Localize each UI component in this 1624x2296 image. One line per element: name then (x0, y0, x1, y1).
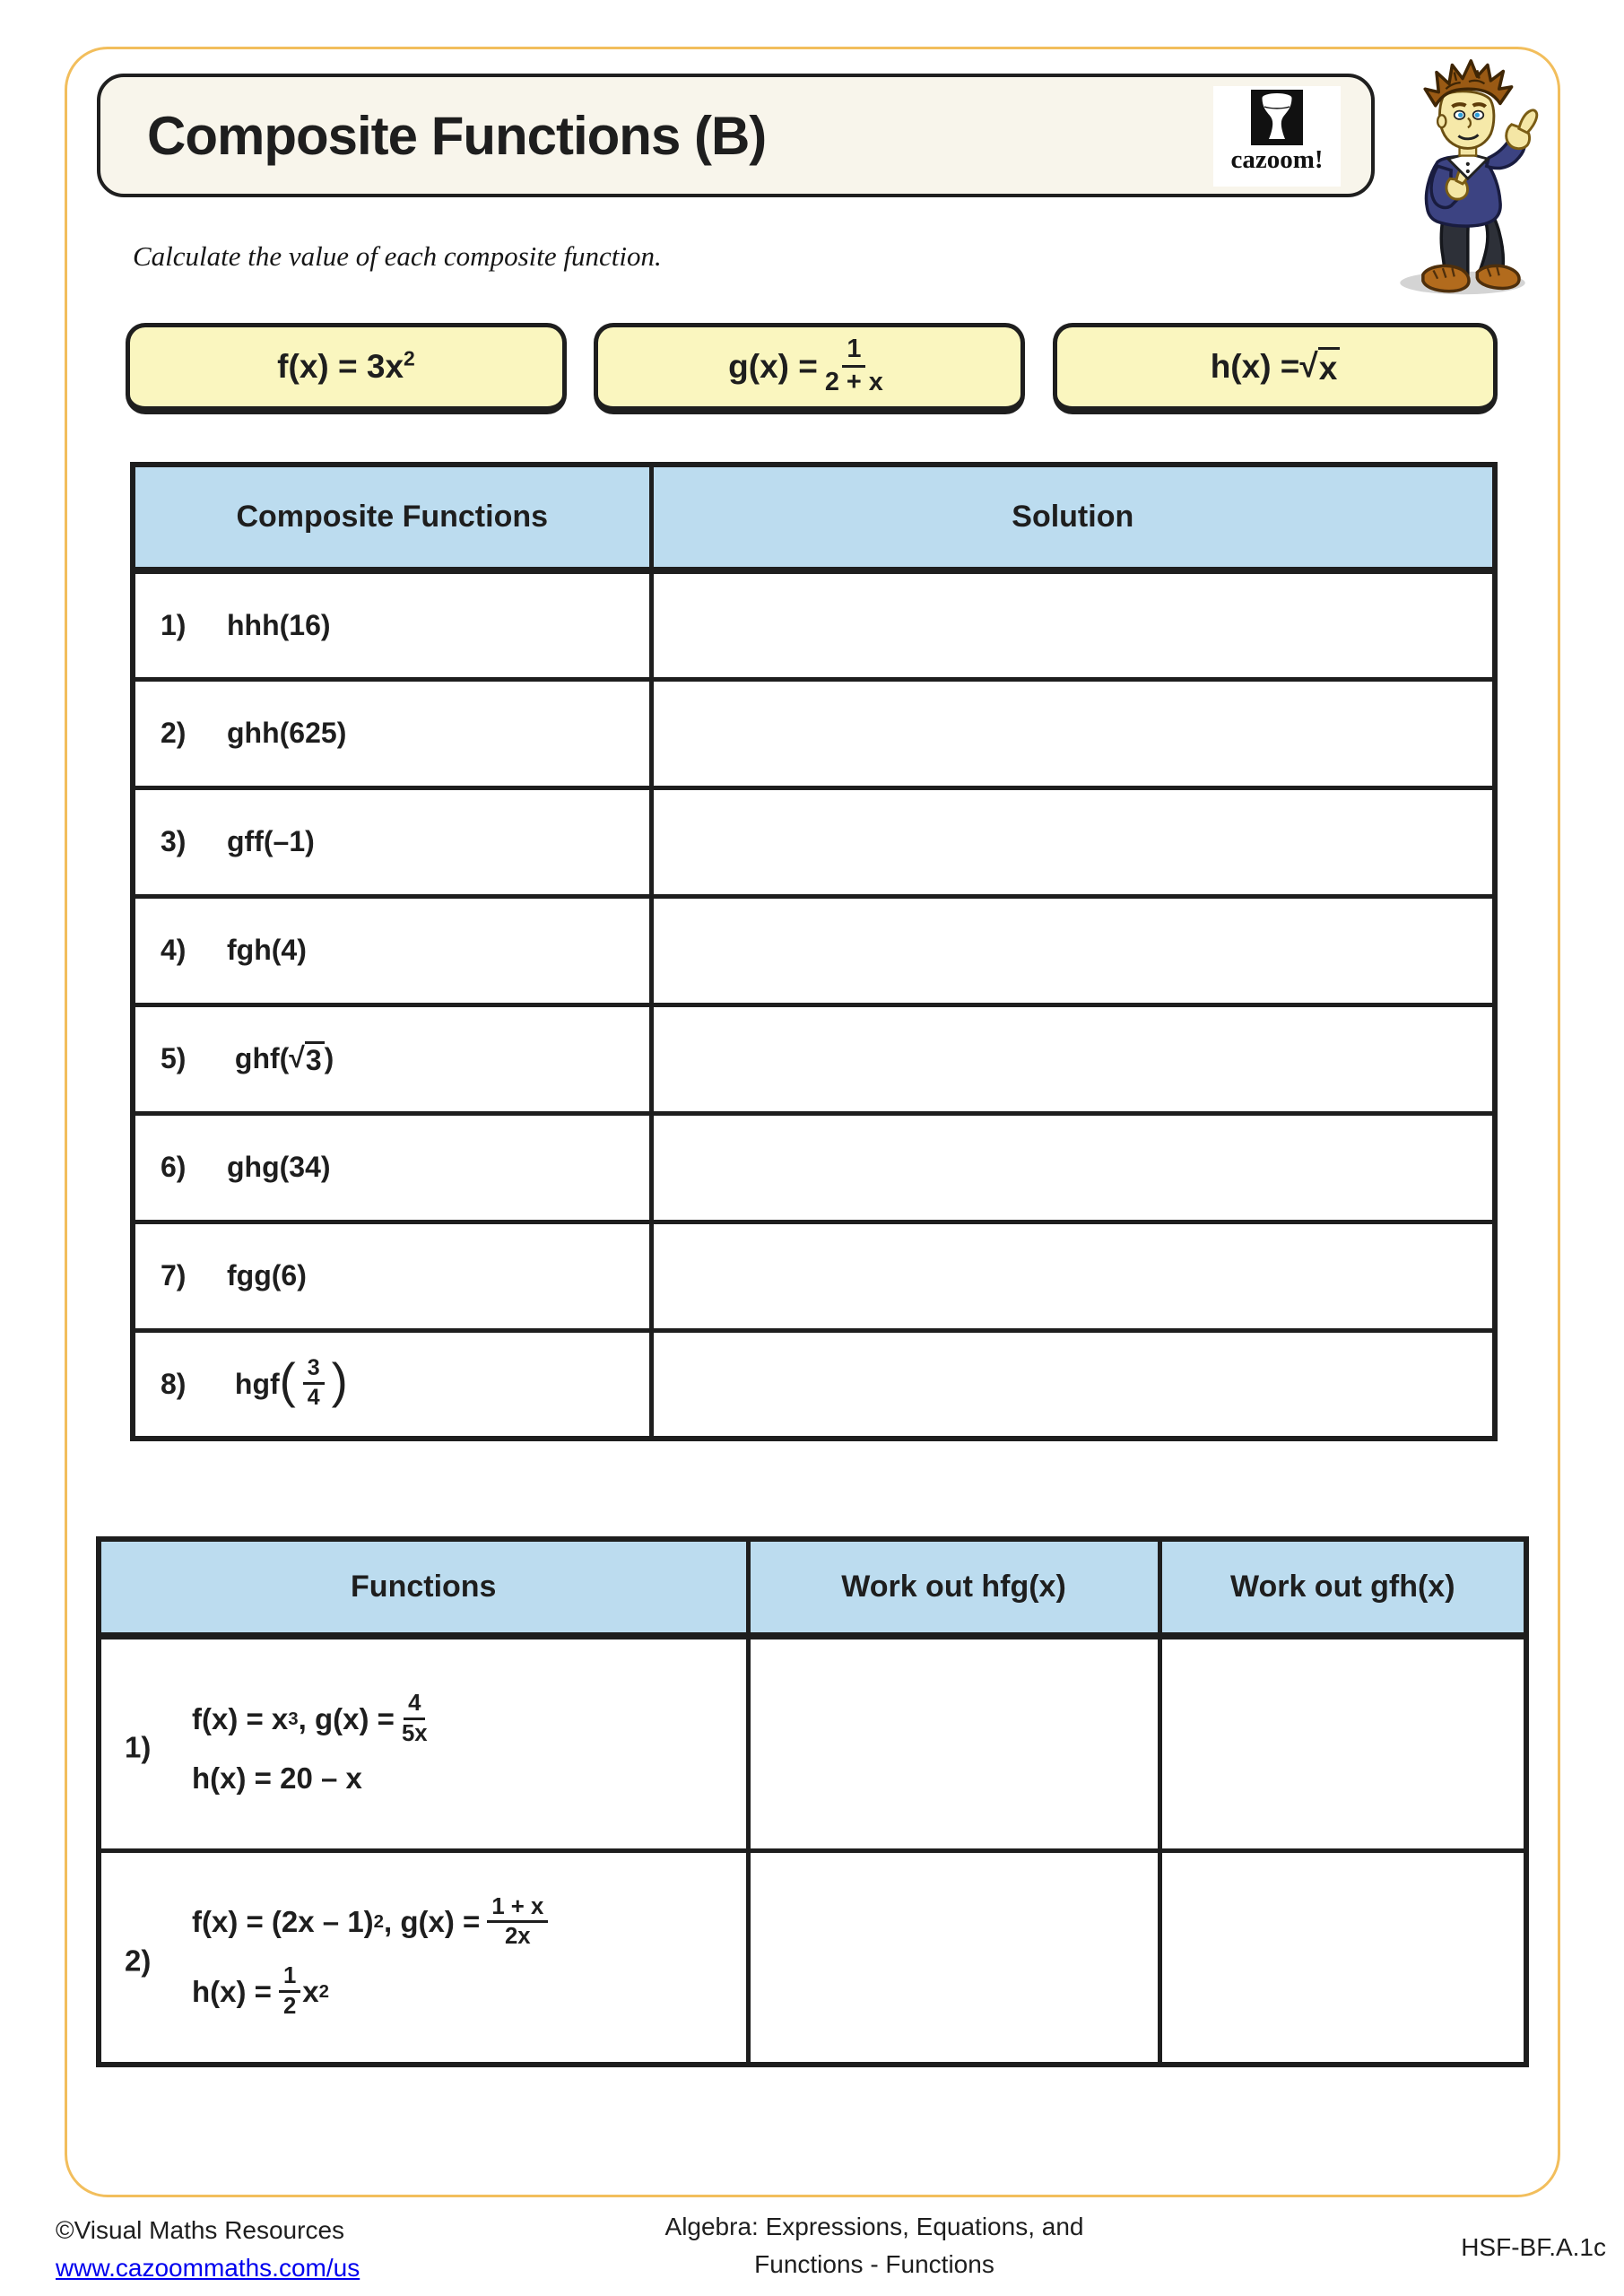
gfh-answer-cell (1159, 1636, 1526, 1850)
functions-definition: f(x) = x 3 , g(x) = $\frac{4}{5x}$ h(x) = 20 – x (192, 1691, 428, 1796)
function-box-g (594, 323, 1025, 414)
open-paren: ( (279, 1353, 296, 1409)
table-row (99, 1850, 1526, 2065)
cazoom-logo-text: cazoom! (1230, 145, 1324, 174)
hfg-answer-cell (748, 1850, 1159, 2065)
square-root-expression: √ x (1299, 347, 1340, 387)
composite-functions-table (130, 462, 1498, 1441)
question-expression: ghf( √ 3 ) (234, 1040, 334, 1076)
fraction: $\frac{1}{2}$ (279, 1963, 300, 2019)
table-row (133, 787, 1495, 896)
question-number: 3) (161, 825, 187, 857)
footer-category (605, 2208, 1143, 2283)
table-row (133, 570, 1495, 679)
website-link[interactable]: www.cazoommaths.com/us (56, 2254, 360, 2282)
table-row (133, 896, 1495, 1004)
instruction-text: Calculate the value of each composite function. (133, 240, 662, 272)
t1-header-row (133, 465, 1495, 570)
question-number: 8) (161, 1367, 187, 1400)
cazoom-logo (1213, 86, 1341, 187)
function-box-f (126, 323, 567, 414)
question-expression: hhh(16) (227, 608, 331, 641)
question-number: 2) (161, 717, 187, 749)
question-number: 5) (161, 1042, 187, 1074)
table-row (133, 1113, 1495, 1222)
functions-definition: f(x) = (2x – 1) 2 , g(x) = $\frac{1 + x}{2x}$ h(x) = $\frac{1}{2}$ x 2 (192, 1895, 745, 2020)
table-row (99, 1636, 1526, 1850)
question-expression: ghh(625) (227, 717, 347, 749)
t2-header-row (99, 1539, 1526, 1636)
function-box-h (1053, 323, 1498, 414)
solution-cell (651, 1113, 1495, 1222)
category-line2: Functions - Functions (754, 2250, 994, 2278)
question-expression: gff(–1) (227, 825, 315, 857)
question-number: 1) (161, 608, 187, 641)
question-number: 2) (125, 1944, 152, 1978)
question-expression: fgh(4) (227, 934, 307, 966)
copyright-text: ©Visual Maths Resources (56, 2216, 345, 2244)
standard-code: HSF-BF.A.1c (1461, 2233, 1606, 2261)
t2-header-functions: Functions (99, 1539, 748, 1636)
close-paren: ) (331, 1353, 348, 1409)
question-number: 1) (125, 1730, 152, 1764)
fraction: $\frac{1 + x}{2x}$ (487, 1894, 548, 1950)
category-line1: Algebra: Expressions, Equations, and (664, 2213, 1084, 2240)
t2-header-hfg: Work out hfg(x) (748, 1539, 1159, 1636)
solution-cell (651, 570, 1495, 679)
page-title: Composite Functions (B) (147, 105, 767, 166)
solution-cell (651, 1330, 1495, 1439)
solution-cell (651, 896, 1495, 1004)
solution-cell (651, 1004, 1495, 1113)
footer-left (56, 2212, 360, 2287)
table-row (133, 1330, 1495, 1439)
mascot-illustration (1385, 57, 1552, 298)
solution-cell (651, 679, 1495, 787)
table-row (133, 679, 1495, 787)
table-row (133, 1222, 1495, 1330)
function-f-formula: $f(x) = 3x^2$ (277, 346, 415, 385)
question-number: 7) (161, 1259, 187, 1292)
question-expression: fgg(6) (227, 1259, 307, 1292)
question-expression: ghg(34) (227, 1151, 331, 1183)
question-number: 6) (161, 1151, 187, 1183)
t1-header-solution: Solution (651, 465, 1495, 570)
solution-cell (651, 787, 1495, 896)
function-g-fraction: $\frac{1}{2 + x}$ (824, 334, 883, 396)
square-root-expression: √ 3 (289, 1041, 324, 1077)
question-number: 4) (161, 934, 187, 966)
question-expression: hgf ( $\frac{3}{4}$ ) (234, 1353, 348, 1410)
hfg-answer-cell (748, 1636, 1159, 1850)
table-row (133, 1004, 1495, 1113)
gfh-answer-cell (1159, 1850, 1526, 2065)
function-g-prefix: g(x) = (728, 348, 818, 385)
fraction: $\frac{4}{5x}$ (401, 1691, 428, 1746)
t1-header-composite-functions: Composite Functions (133, 465, 651, 570)
solution-cell (651, 1222, 1495, 1330)
fraction: $\frac{3}{4}$ (303, 1356, 325, 1410)
workout-table (96, 1536, 1529, 2067)
title-box (97, 74, 1375, 197)
cazoom-drum-icon (1246, 90, 1308, 147)
function-h-prefix: h(x) = (1210, 348, 1300, 385)
t2-header-gfh: Work out gfh(x) (1159, 1539, 1526, 1636)
